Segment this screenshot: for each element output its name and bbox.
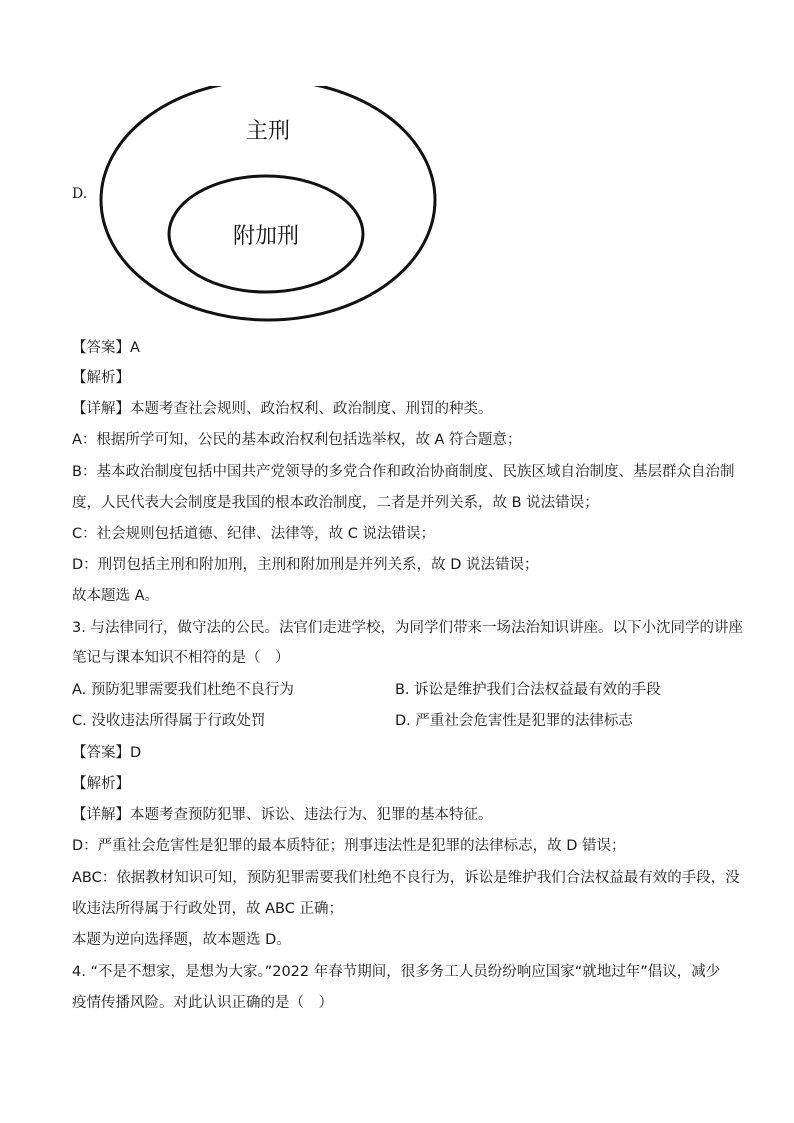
q3-conclusion: 本题为逆向选择题，故本题选 D。 [72, 932, 291, 948]
q2-line-b1: B：基本政治制度包括中国共产党领导的多党合作和政治协商制度、民族区域自治制度、基层群众自治制 [72, 464, 735, 480]
q2-line-a: A：根据所学可知，公民的基本政治权利包括选举权，故 A 符合题意； [72, 432, 522, 448]
q3-line-d: D：严重社会危害性是犯罪的最本质特征；刑事违法性是犯罪的法律标志，故 D 错误； [72, 838, 626, 854]
q3-answer: 【答案】D [72, 745, 142, 761]
q3-analysis-title: 【解析】 [72, 776, 130, 792]
q2-analysis-title: 【解析】 [72, 370, 130, 386]
penalty-diagram [60, 86, 460, 336]
q4-stem-1: 4. “不是不想家，是想为大家。”2022 年春节期间，很多务工人员纷纷响应国家“就地过年”倡议，减少 [72, 964, 721, 980]
q3-line-abc-2: 收违法所得属于行政处罚，故 ABC 正确； [72, 901, 343, 917]
option-d-label: D. [72, 186, 88, 202]
q3-option-d: D. 严重社会危害性是犯罪的法律标志 [395, 713, 633, 729]
q2-line-d: D：刑罚包括主刑和附加刑，主刑和附加刑是并列关系，故 D 说法错误； [72, 557, 539, 573]
q3-stem-1: 3. 与法律同行，做守法的公民。法官们走进学校，为同学们带来一场法治知识讲座。以下小沈同学的讲座 [72, 620, 743, 636]
q4-stem-2: 疫情传播风险。对此认识正确的是（ ） [72, 995, 333, 1011]
q3-line-abc-1: ABC：依据教材知识可知，预防犯罪需要我们杜绝不良行为，诉讼是维护我们合法权益最有效的手段，没 [72, 870, 740, 886]
q2-line-c: C：社会规则包括道德、纪律、法律等，故 C 说法错误； [72, 526, 435, 542]
q2-line-b2: 度，人民代表大会制度是我国的根本政治制度，二者是并列关系，故 B 说法错误； [72, 495, 599, 511]
inner-label: 附加刑 [232, 224, 300, 249]
q2-detail: 【详解】本题考查社会规则、政治权利、政治制度、刑罚的种类。 [72, 401, 493, 417]
q3-stem-2: 笔记与课本知识不相符的是（ ） [72, 650, 290, 666]
q3-option-b: B. 诉讼是维护我们合法权益最有效的手段 [395, 682, 661, 698]
q3-option-c: C. 没收违法所得属于行政处罚 [72, 713, 266, 729]
q3-option-a: A. 预防犯罪需要我们杜绝不良行为 [72, 682, 294, 698]
q3-detail: 【详解】本题考查预防犯罪、诉讼、违法行为、犯罪的基本特征。 [72, 807, 493, 823]
outer-label: 主刑 [245, 119, 291, 144]
q2-conclusion: 故本题选 A。 [72, 588, 160, 604]
q2-answer: 【答案】A [72, 340, 140, 356]
